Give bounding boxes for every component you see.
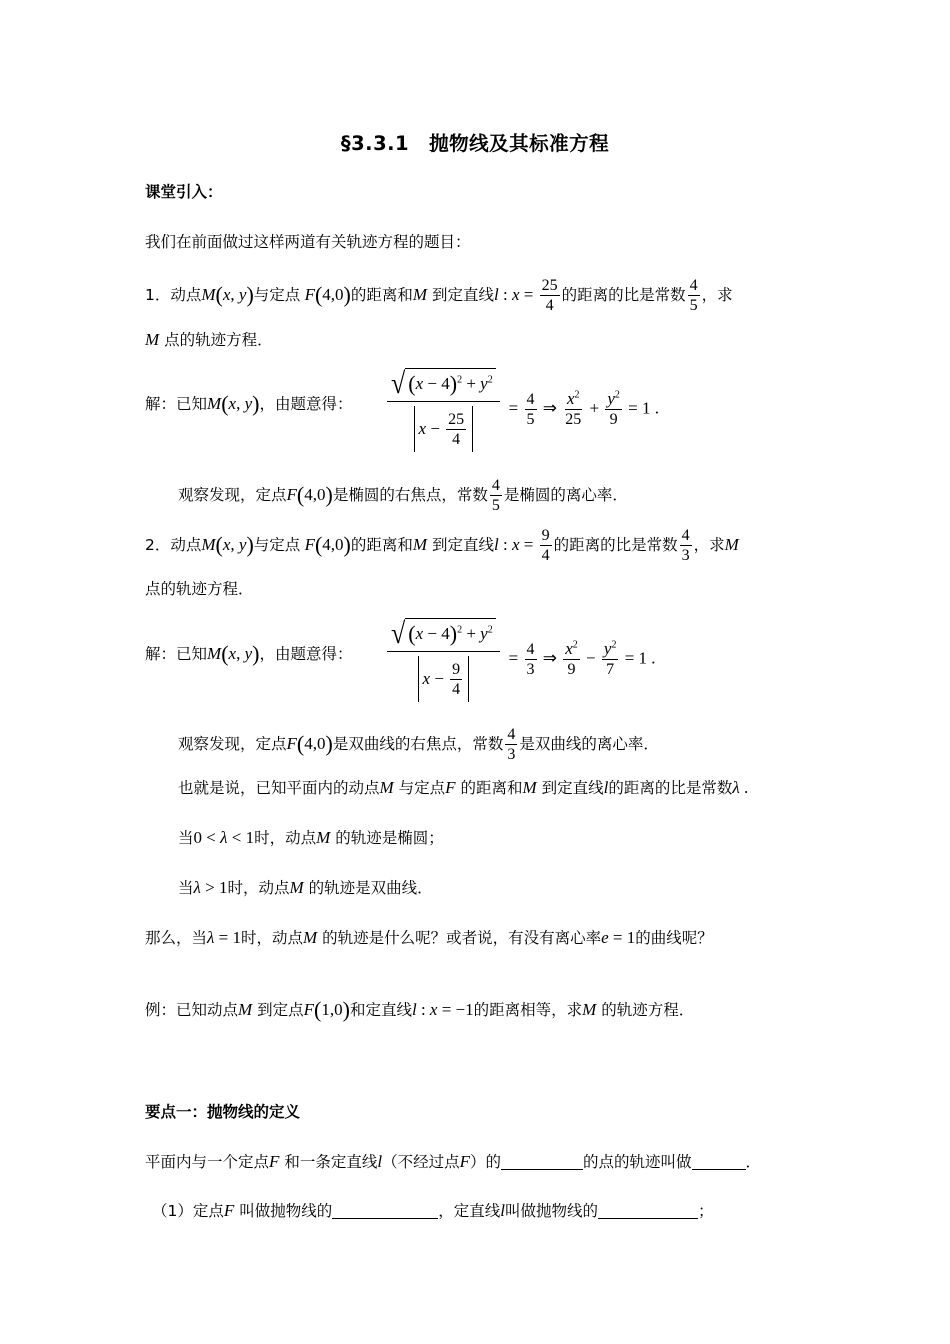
- intro-heading: 课堂引入：: [145, 183, 223, 201]
- problem1-equation: √ $(x - 4)^2 + y^2$ x − $\frac{25}{4}$ = $\frac{4}{5}$ ⇒ $\frac{x^2}{25}$ + $\frac{y^2}{9}$ = 1 .: [383, 366, 659, 452]
- problem1-statement-line2: M 点的轨迹方程．: [145, 330, 273, 349]
- problem1-solution: 解：已知M(x, y)，由题意得：: [145, 391, 353, 416]
- hyperbola-case: 当λ > 1时，动点M 的轨迹是双曲线．: [178, 878, 433, 897]
- blank-curve-name[interactable]: [692, 1153, 746, 1170]
- problem2-solution: 解：已知M(x, y)，由题意得：: [145, 641, 353, 666]
- blank-directrix[interactable]: [598, 1202, 698, 1219]
- section-number: §3.3.1: [340, 132, 410, 155]
- blank-condition[interactable]: [501, 1153, 583, 1170]
- page-title: [0, 128, 950, 156]
- definition-item-1: （1）定点F 叫做抛物线的 ，定直线l叫做抛物线的 ；: [152, 1201, 714, 1220]
- problem2-statement: 2．动点M(x, y)与定点 F(4,0)的距离和M 到定直线l : x = $\frac{9}{4}$ 的距离的比是常数 $\frac{4}{3}$ ，求M: [145, 527, 739, 564]
- intro-text: 我们在前面做过这样两道有关轨迹方程的题目：: [145, 233, 471, 251]
- problem1-statement: 1．动点M(x, y)与定点 F(4,0)的距离和M 到定直线l : x = $\frac{25}{4}$ 的距离的比是常数 $\frac{4}{5}$ ，求: [145, 277, 733, 314]
- problem2-observation: 观察发现，定点F(4,0)是双曲线的右焦点，常数 $\frac{4}{3}$ 是双曲线的离心率．: [178, 726, 659, 763]
- example-problem: 例：已知动点M 到定点F(1,0)和定直线l : x = −1的距离相等，求M 的轨迹方程．: [145, 997, 695, 1022]
- summary-line: 也就是说，已知平面内的动点M 与定点F 的距离和M 到定直线l的距离的比是常数λ .: [178, 778, 749, 797]
- problem2-statement-line2: 点的轨迹方程．: [145, 580, 254, 598]
- problem2-equation: √ $(x - 4)^2 + y^2$ x − $\frac{9}{4}$ = $\frac{4}{3}$ ⇒ $\frac{x^2}{9}$ − $\frac{y^2}{7}$ = 1 .: [383, 616, 656, 702]
- guiding-question: 那么，当λ = 1时，动点M 的轨迹是什么呢？或者说，有没有离心率e = 1的曲线呢？: [145, 928, 713, 947]
- problem1-observation: 观察发现，定点F(4,0)是椭圆的右焦点，常数 $\frac{4}{5}$ 是椭圆的离心率．: [178, 477, 628, 514]
- ellipse-case: 当0 < λ < 1时，动点M 的轨迹是椭圆；: [178, 828, 444, 847]
- key-point-heading: 要点一：抛物线的定义: [145, 1103, 301, 1121]
- parabola-definition: 平面内与一个定点F 和一条定直线l（不经过点F）的 的点的轨迹叫做 ．: [145, 1152, 762, 1171]
- blank-focus[interactable]: [332, 1202, 438, 1219]
- section-name: 抛物线及其标准方程: [429, 132, 610, 155]
